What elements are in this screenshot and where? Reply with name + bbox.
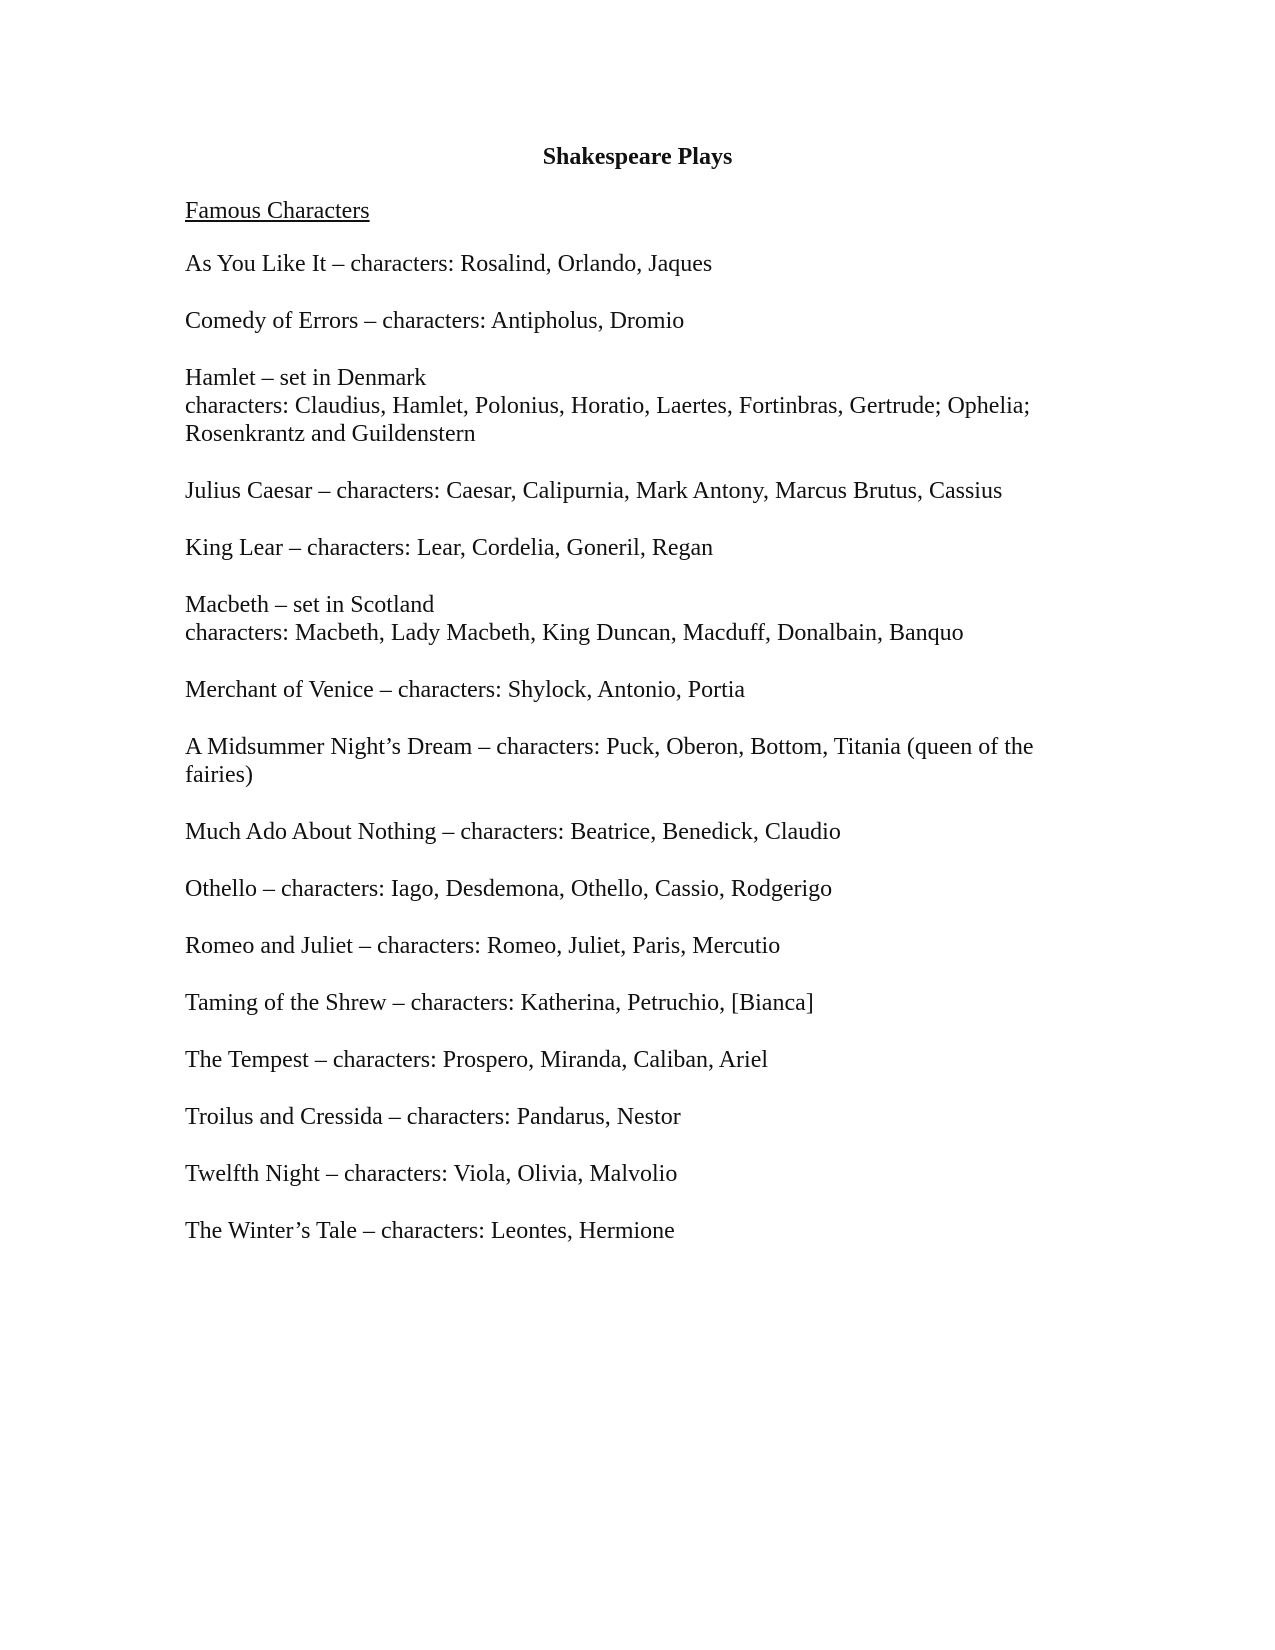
section-heading: Famous Characters bbox=[185, 198, 370, 224]
play-list bbox=[185, 250, 1085, 1274]
entry-line: Rosenkrantz and Guildenstern bbox=[185, 421, 476, 447]
play-entry bbox=[185, 1103, 1085, 1131]
play-entry bbox=[185, 1160, 1085, 1188]
entry-line: Taming of the Shrew – characters: Katherina, Petruchio, [Bianca] bbox=[185, 990, 814, 1016]
entry-line: As You Like It – characters: Rosalind, Orlando, Jaques bbox=[185, 251, 713, 277]
play-entry bbox=[185, 875, 1085, 903]
entry-line: characters: Macbeth, Lady Macbeth, King Duncan, Macduff, Donalbain, Banquo bbox=[185, 620, 964, 646]
entry-line: characters: Claudius, Hamlet, Polonius, Horatio, Laertes, Fortinbras, Gertrude; Ophelia; bbox=[185, 393, 1031, 419]
entry-line: Julius Caesar – characters: Caesar, Calipurnia, Mark Antony, Marcus Brutus, Cassius bbox=[185, 478, 1003, 504]
entry-line: Troilus and Cressida – characters: Pandarus, Nestor bbox=[185, 1104, 681, 1130]
play-entry bbox=[185, 989, 1085, 1017]
page-title: Shakespeare Plays bbox=[542, 144, 733, 170]
play-entry bbox=[185, 307, 1085, 335]
play-entry bbox=[185, 676, 1085, 704]
play-entry bbox=[185, 1217, 1085, 1245]
entry-line: Comedy of Errors – characters: Antipholus, Dromio bbox=[185, 308, 685, 334]
play-entry bbox=[185, 477, 1085, 505]
entry-line: Twelfth Night – characters: Viola, Olivia, Malvolio bbox=[185, 1161, 678, 1187]
entry-line: fairies) bbox=[185, 762, 253, 788]
entry-line: Othello – characters: Iago, Desdemona, Othello, Cassio, Rodgerigo bbox=[185, 876, 833, 902]
entry-line: Romeo and Juliet – characters: Romeo, Juliet, Paris, Mercutio bbox=[185, 933, 781, 959]
entry-line: The Winter’s Tale – characters: Leontes, Hermione bbox=[185, 1218, 675, 1244]
entry-line: Macbeth – set in Scotland bbox=[185, 592, 435, 618]
entry-line: King Lear – characters: Lear, Cordelia, Goneril, Regan bbox=[185, 535, 714, 561]
play-entry bbox=[185, 1046, 1085, 1074]
play-entry bbox=[185, 250, 1085, 278]
play-entry bbox=[185, 534, 1085, 562]
entry-line: Merchant of Venice – characters: Shylock, Antonio, Portia bbox=[185, 677, 746, 703]
entry-line: The Tempest – characters: Prospero, Miranda, Caliban, Ariel bbox=[185, 1047, 769, 1073]
entry-line: A Midsummer Night’s Dream – characters: Puck, Oberon, Bottom, Titania (queen of the bbox=[185, 734, 1034, 760]
entry-line: Much Ado About Nothing – characters: Beatrice, Benedick, Claudio bbox=[185, 819, 841, 845]
play-entry bbox=[185, 818, 1085, 846]
play-entry bbox=[185, 733, 1085, 789]
play-entry bbox=[185, 932, 1085, 960]
play-entry bbox=[185, 364, 1085, 448]
entry-line: Hamlet – set in Denmark bbox=[185, 365, 427, 391]
play-entry bbox=[185, 591, 1085, 647]
